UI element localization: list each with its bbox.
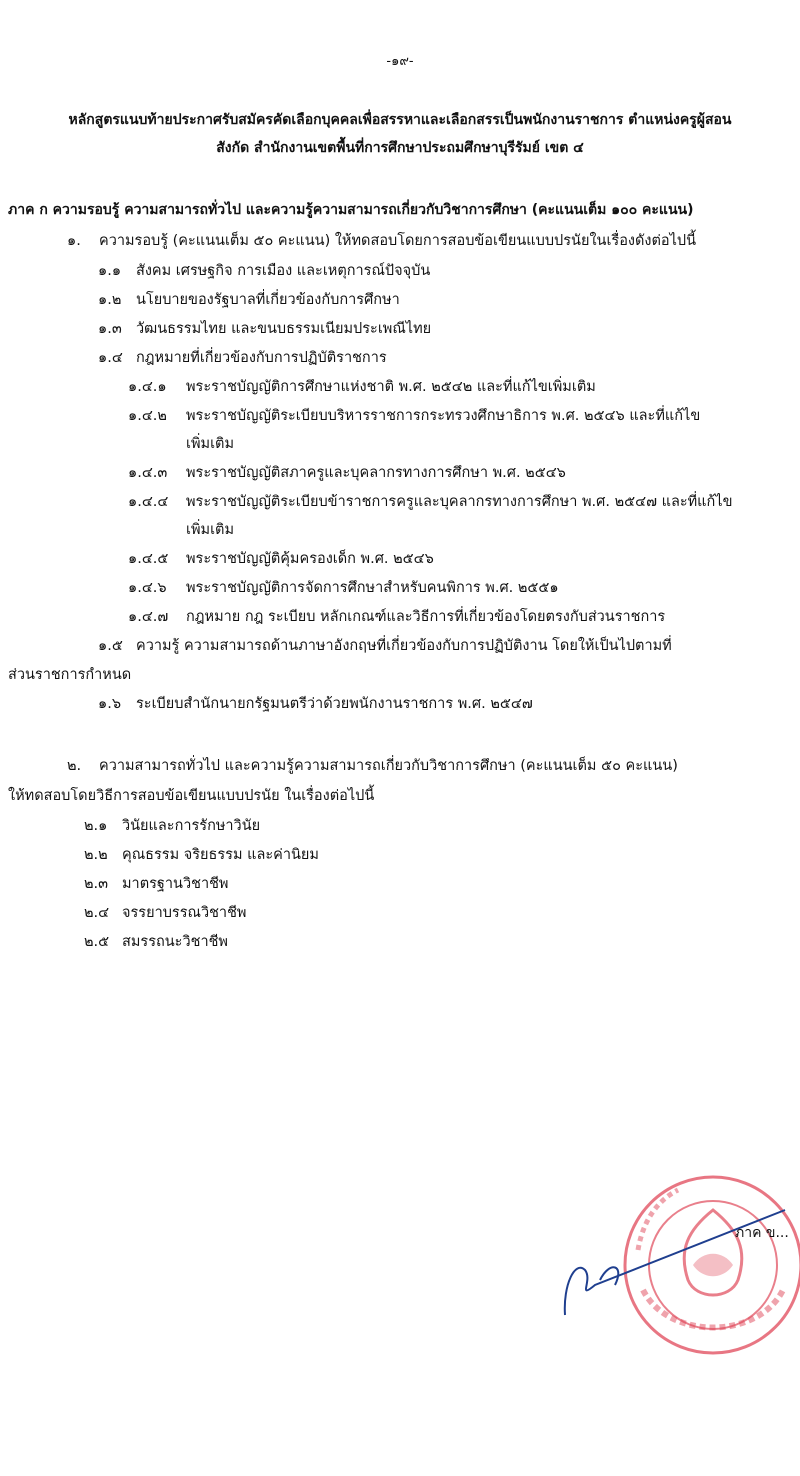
- law-item-continuation: เพิ่มเติม: [186, 522, 235, 538]
- item-number: ๑.๔.๒: [128, 408, 167, 424]
- item-text: พระราชบัญญัติสภาครูและบุคลากรทางการศึกษา พ.ศ. ๒๕๔๖: [186, 465, 566, 481]
- law-item: [128, 549, 434, 569]
- list-item: [98, 694, 533, 714]
- item-text: ระเบียบสำนักนายกรัฐมนตรีว่าด้วยพนักงานราชการ พ.ศ. ๒๕๔๗: [136, 696, 533, 712]
- item-number: ๑.๕: [98, 638, 123, 654]
- law-item-continuation: เพิ่มเติม: [186, 436, 235, 452]
- list-item: [84, 932, 228, 952]
- item-text: พระราชบัญญัติระเบียบข้าราชการครูและบุคลากรทางการศึกษา พ.ศ. ๒๕๔๗ และที่แก้ไข: [186, 494, 733, 510]
- law-item: [128, 492, 733, 512]
- item-text: พระราชบัญญัติการศึกษาแห่งชาติ พ.ศ. ๒๕๔๒ และที่แก้ไขเพิ่มเติม: [186, 379, 596, 395]
- item-number: ๑.๒: [98, 292, 122, 308]
- law-item: [128, 578, 559, 598]
- list-item: [84, 874, 228, 894]
- list-item: [84, 903, 246, 923]
- section-a-heading: ภาค ก ความรอบรู้ ความสามารถทั่วไป และความรู้ความสามารถเกี่ยวกับวิชาการศึกษา (คะแนนเต็ม ๑๐๐ คะแนน): [8, 202, 694, 218]
- law-item: [128, 406, 700, 426]
- item-1: [67, 231, 696, 251]
- item-number: ๑.๔: [98, 350, 123, 366]
- item-number: ๒.๔: [84, 905, 110, 921]
- law-item: [128, 377, 596, 397]
- signature-icon: [555, 1190, 795, 1320]
- item-number: ๒.๑: [84, 818, 108, 834]
- item-text: ความรู้ ความสามารถด้านภาษาอังกฤษที่เกี่ยวข้องกับการปฏิบัติงาน โดยให้เป็นไปตามที่: [136, 638, 672, 654]
- document-title-line-2: สังกัด สำนักงานเขตพื้นที่การศึกษาประถมศึกษาบุรีรัมย์ เขต ๔: [216, 140, 584, 156]
- item-text: คุณธรรม จริยธรรม และค่านิยม: [122, 847, 319, 863]
- list-item: [84, 845, 319, 865]
- item-text: ความรอบรู้ (คะแนนเต็ม ๕๐ คะแนน) ให้ทดสอบโดยการสอบข้อเขียนแบบปรนัยในเรื่องดังต่อไปนี้: [99, 233, 697, 249]
- item-text: พระราชบัญญัติการจัดการศึกษาสำหรับคนพิการ พ.ศ. ๒๕๕๑: [186, 580, 559, 596]
- item-text: ความสามารถทั่วไป และความรู้ความสามารถเกี่ยวกับวิชาการศึกษา (คะแนนเต็ม ๕๐ คะแนน): [99, 758, 678, 774]
- item-text: มาตรฐานวิชาชีพ: [122, 876, 229, 892]
- item-number: ๒.๒: [84, 847, 108, 863]
- document-title-line-1: หลักสูตรแนบท้ายประกาศรับสมัครคัดเลือกบุคคลเพื่อสรรหาและเลือกสรรเป็นพนักงานราชการ ตำแหน่งครูผู้สอน: [68, 112, 732, 128]
- item-number: ๒.๓: [84, 876, 109, 892]
- item-number: ๑.๔.๑: [128, 379, 167, 395]
- item-number: ๒.: [67, 758, 82, 774]
- law-item: [128, 607, 665, 627]
- next-page-label: ภาค ข...: [735, 1225, 789, 1241]
- item-text: สมรรถนะวิชาชีพ: [122, 934, 228, 950]
- item-number: ๑.๔.๓: [128, 465, 168, 481]
- item-2-continuation: ให้ทดสอบโดยวิธีการสอบข้อเขียนแบบปรนัย ในเรื่องต่อไปนี้: [8, 788, 375, 804]
- item-number: ๑.๔.๔: [128, 494, 169, 510]
- item-number: ๑.๖: [98, 696, 122, 712]
- item-text: กฎหมายที่เกี่ยวข้องกับการปฏิบัติราชการ: [136, 350, 387, 366]
- item-number: ๑.๔.๗: [128, 609, 169, 625]
- list-item: [98, 636, 672, 656]
- list-item: [98, 261, 430, 281]
- law-item: [128, 463, 566, 483]
- item-text: จรรยาบรรณวิชาชีพ: [122, 905, 247, 921]
- item-text: สังคม เศรษฐกิจ การเมือง และเหตุการณ์ปัจจุบัน: [136, 263, 431, 279]
- list-item: [98, 319, 431, 339]
- item-number: ๒.๕: [84, 934, 110, 950]
- list-item-continuation: ส่วนราชการกำหนด: [8, 667, 132, 683]
- list-item: [98, 290, 400, 310]
- item-text: วินัยและการรักษาวินัย: [122, 818, 261, 834]
- item-text: นโยบายของรัฐบาลที่เกี่ยวข้องกับการศึกษา: [136, 292, 400, 308]
- list-item: [84, 816, 260, 836]
- item-2: [67, 756, 678, 776]
- item-text: กฎหมาย กฎ ระเบียบ หลักเกณฑ์และวิธีการที่เกี่ยวข้องโดยตรงกับส่วนราชการ: [186, 609, 666, 625]
- item-number: ๑.๓: [98, 321, 122, 337]
- item-text: วัฒนธรรมไทย และขนบธรรมเนียมประเพณีไทย: [136, 321, 432, 337]
- item-number: ๑.๔.๖: [128, 580, 167, 596]
- item-text: พระราชบัญญัติคุ้มครองเด็ก พ.ศ. ๒๕๔๖: [186, 551, 434, 567]
- item-text: พระราชบัญญัติระเบียบบริหารราชการกระทรวงศึกษาธิการ พ.ศ. ๒๕๔๖ และที่แก้ไข: [186, 408, 701, 424]
- item-number: ๑.๔.๕: [128, 551, 169, 567]
- page-number: -๑๙-: [386, 54, 414, 69]
- item-number: ๑.๑: [98, 263, 122, 279]
- list-item: [98, 348, 387, 368]
- item-number: ๑.: [67, 233, 81, 249]
